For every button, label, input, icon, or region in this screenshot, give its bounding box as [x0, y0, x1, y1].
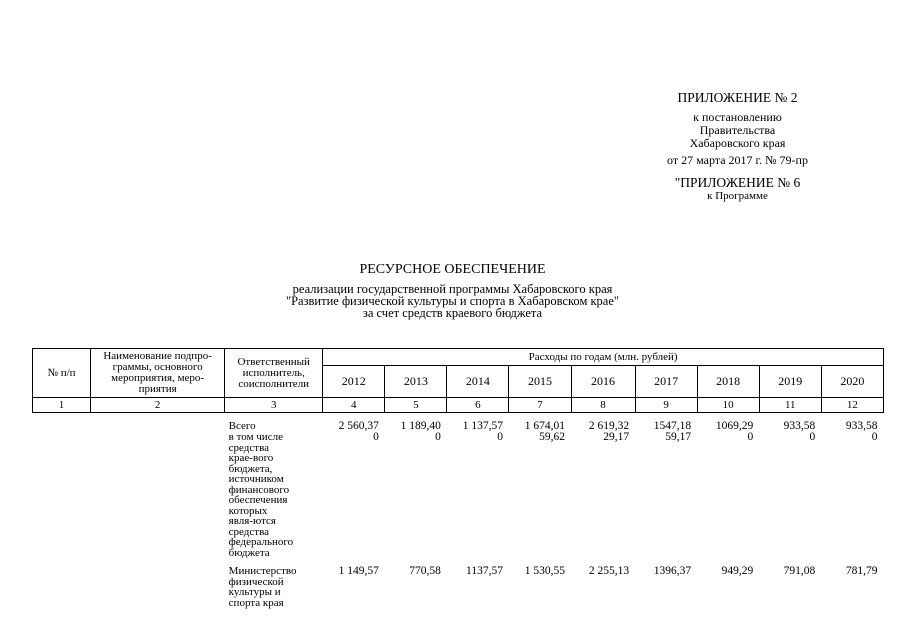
- table-cell: 933,58: [845, 420, 878, 432]
- table-cell: 1 674,01: [524, 420, 566, 432]
- annex-title: ПРИЛОЖЕНИЕ № 2: [677, 90, 798, 105]
- table-cell: 59,62: [539, 431, 566, 443]
- column-number: 3: [225, 398, 323, 413]
- column-number: 7: [509, 398, 571, 413]
- table-cell: 1137,57: [466, 565, 503, 577]
- table-cell: 0: [497, 431, 503, 443]
- table-cell: 1069,29: [715, 420, 754, 432]
- heading-line-1: реализации государственной программы Хабаровского края: [292, 282, 613, 296]
- program-annex-sub: к Программе: [707, 190, 768, 202]
- heading-title: РЕСУРСНОЕ ОБЕСПЕЧЕНИЕ: [359, 262, 546, 277]
- table-cell: 0: [809, 431, 816, 443]
- table-cell: 0: [373, 431, 379, 443]
- annex-date-line: от 27 марта 2017 г. № 79-пр: [667, 153, 808, 167]
- table-cell: 1 530,55: [524, 565, 566, 577]
- table-cell: 2 619,32: [588, 420, 630, 432]
- table-cell: 0: [435, 431, 441, 443]
- header-year: 2015: [509, 366, 571, 398]
- table-cell: 2 560,37: [338, 420, 379, 432]
- row-label: в том числе средства крае-вого бюджета, источником финансового обеспечения которых явля-ются средства федерального бюджета: [228, 431, 294, 559]
- header-year: 2020: [821, 366, 883, 398]
- table-cell: 1547,18: [653, 420, 692, 432]
- table-cell: 949,29: [721, 565, 754, 577]
- header-executor: Ответственный исполнитель, соисполнители: [225, 349, 323, 398]
- annex-block: [640, 90, 835, 202]
- program-annex-title: "ПРИЛОЖЕНИЕ № 6: [674, 175, 801, 190]
- column-number: 8: [571, 398, 635, 413]
- annex-line-1: к постановлению: [693, 110, 782, 124]
- header-year: 2018: [697, 366, 759, 398]
- column-number-row: [33, 398, 884, 413]
- column-number: 6: [447, 398, 509, 413]
- table-row: [33, 566, 884, 608]
- table-cell: 933,58: [783, 420, 816, 432]
- column-number: 5: [385, 398, 447, 413]
- table-cell: 781,79: [845, 565, 878, 577]
- table-cell: 1 149,57: [338, 565, 379, 577]
- column-number: 9: [635, 398, 697, 413]
- table-cell: 2 255,13: [588, 565, 630, 577]
- header-year: 2012: [323, 366, 385, 398]
- annex-line-3: Хабаровского края: [689, 136, 786, 150]
- document-heading: [200, 262, 705, 319]
- header-year: 2019: [759, 366, 821, 398]
- table-cell: 1 189,40: [400, 420, 441, 432]
- heading-line-3: за счет средств краевого бюджета: [362, 306, 543, 320]
- table-cell: 29,17: [603, 431, 630, 443]
- column-number: 1: [33, 398, 91, 413]
- header-year: 2016: [571, 366, 635, 398]
- table-cell: 770,58: [409, 565, 441, 577]
- column-number: 10: [697, 398, 759, 413]
- table-cell: 0: [747, 431, 754, 443]
- header-name: Наименование подпро-граммы, основного мероприятия, меро-приятия: [91, 349, 225, 398]
- column-number: 2: [91, 398, 225, 413]
- header-year: 2017: [635, 366, 697, 398]
- table-row: [33, 421, 884, 432]
- row-label: Всего: [228, 420, 256, 432]
- table-cell: 1 137,57: [462, 420, 503, 432]
- column-number: 4: [323, 398, 385, 413]
- column-number: 11: [759, 398, 821, 413]
- header-expenses: Расходы по годам (млн. рублей): [323, 349, 884, 366]
- column-number: 12: [821, 398, 883, 413]
- table-cell: 59,17: [665, 431, 692, 443]
- table-cell: 0: [871, 431, 878, 443]
- header-number: № п/п: [33, 349, 91, 398]
- table-cell: 1396,37: [653, 565, 692, 577]
- resource-table: [32, 348, 884, 608]
- header-year: 2013: [385, 366, 447, 398]
- heading-line-2: "Развитие физической культуры и спорта в Хабаровском крае": [285, 294, 620, 308]
- header-year: 2014: [447, 366, 509, 398]
- row-label: Министерство физической культуры и спорта края: [228, 565, 297, 609]
- table-cell: 791,08: [783, 565, 816, 577]
- table-row: [33, 432, 884, 558]
- annex-line-2: Правительства: [699, 123, 776, 137]
